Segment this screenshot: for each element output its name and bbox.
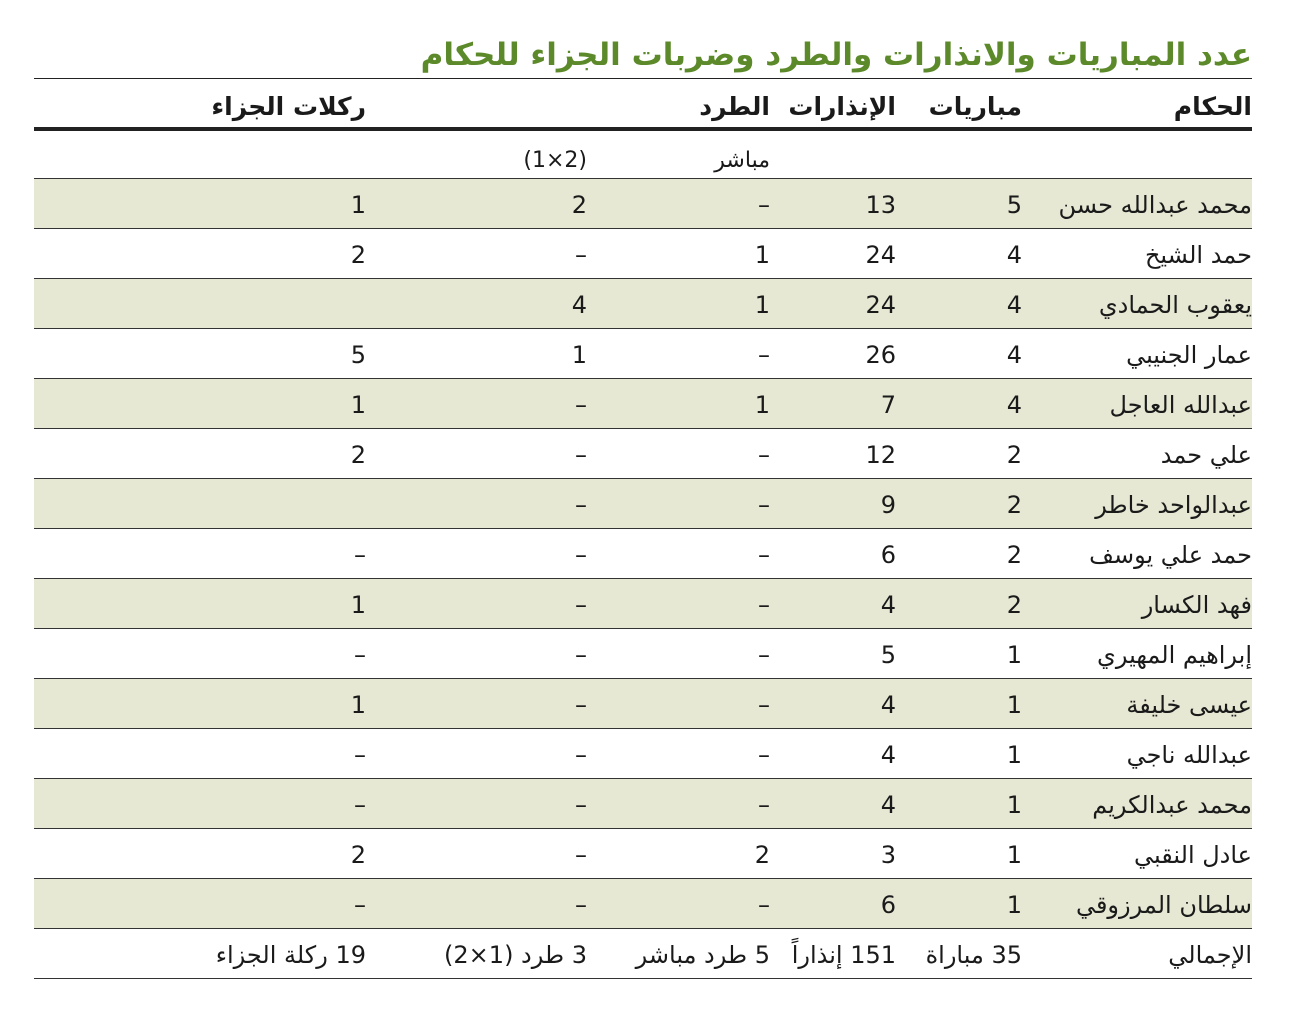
double-red-cell: 1 bbox=[571, 341, 587, 369]
title-divider bbox=[34, 78, 1252, 79]
totals-warnings: 151 إنذاراً bbox=[791, 941, 896, 969]
matches-cell: 4 bbox=[1006, 291, 1022, 319]
warnings-cell: 24 bbox=[865, 291, 896, 319]
table-row bbox=[34, 779, 1252, 829]
double-red-cell: – bbox=[575, 891, 587, 919]
totals-label: الإجمالي bbox=[1168, 941, 1252, 969]
double-red-cell: – bbox=[575, 491, 587, 519]
totals-direct: 5 طرد مباشر bbox=[635, 941, 770, 969]
matches-cell: 4 bbox=[1006, 391, 1022, 419]
table-row bbox=[34, 379, 1252, 429]
penalties-cell: 1 bbox=[350, 191, 366, 219]
header-penalties: ركلات الجزاء bbox=[211, 92, 366, 121]
matches-cell: 1 bbox=[1006, 791, 1022, 819]
referee-name: عبدالله العاجل bbox=[1109, 391, 1252, 419]
warnings-cell: 7 bbox=[880, 391, 896, 419]
header-red: الطرد bbox=[699, 92, 770, 121]
penalties-cell: 2 bbox=[350, 841, 366, 869]
referee-name: علي حمد bbox=[1160, 441, 1252, 469]
matches-cell: 2 bbox=[1006, 441, 1022, 469]
direct-red-cell: – bbox=[758, 191, 770, 219]
matches-cell: 2 bbox=[1006, 491, 1022, 519]
double-red-cell: – bbox=[575, 741, 587, 769]
referee-name: إبراهيم المهيري bbox=[1097, 641, 1252, 669]
matches-cell: 5 bbox=[1006, 191, 1022, 219]
warnings-cell: 6 bbox=[880, 891, 896, 919]
warnings-cell: 4 bbox=[880, 741, 896, 769]
header-row bbox=[34, 82, 1252, 126]
table-row bbox=[34, 479, 1252, 529]
penalties-cell: – bbox=[354, 541, 366, 569]
matches-cell: 2 bbox=[1006, 541, 1022, 569]
warnings-cell: 24 bbox=[865, 241, 896, 269]
warnings-cell: 4 bbox=[880, 591, 896, 619]
table-row bbox=[34, 729, 1252, 779]
direct-red-cell: – bbox=[758, 541, 770, 569]
penalties-cell: 5 bbox=[350, 341, 366, 369]
penalties-cell: – bbox=[354, 741, 366, 769]
direct-red-cell: – bbox=[758, 591, 770, 619]
warnings-cell: 5 bbox=[880, 641, 896, 669]
double-red-cell: – bbox=[575, 841, 587, 869]
double-red-cell: – bbox=[575, 441, 587, 469]
referee-name: يعقوب الحمادي bbox=[1098, 291, 1252, 319]
header-referee: الحكام bbox=[1173, 92, 1252, 121]
table-row bbox=[34, 579, 1252, 629]
table-row bbox=[34, 229, 1252, 279]
matches-cell: 4 bbox=[1006, 241, 1022, 269]
direct-red-cell: 1 bbox=[754, 291, 770, 319]
table-row bbox=[34, 179, 1252, 229]
warnings-cell: 3 bbox=[880, 841, 896, 869]
referee-name: محمد عبدالكريم bbox=[1092, 791, 1252, 819]
totals-double: 3 طرد (1×2) bbox=[444, 941, 587, 969]
table-row bbox=[34, 679, 1252, 729]
referee-name: عيسى خليفة bbox=[1126, 691, 1252, 719]
double-red-cell: – bbox=[575, 591, 587, 619]
referee-name: سلطان المرزوقي bbox=[1075, 891, 1252, 919]
header-matches: مباريات bbox=[928, 92, 1022, 121]
warnings-cell: 13 bbox=[865, 191, 896, 219]
double-red-cell: – bbox=[575, 541, 587, 569]
double-red-cell: – bbox=[575, 241, 587, 269]
penalties-cell: – bbox=[354, 891, 366, 919]
direct-red-cell: – bbox=[758, 741, 770, 769]
matches-cell: 1 bbox=[1006, 891, 1022, 919]
referee-name: فهد الكسار bbox=[1141, 591, 1252, 619]
table-row bbox=[34, 829, 1252, 879]
direct-red-cell: – bbox=[758, 641, 770, 669]
warnings-cell: 6 bbox=[880, 541, 896, 569]
matches-cell: 2 bbox=[1006, 591, 1022, 619]
referee-name: حمد الشيخ bbox=[1144, 241, 1252, 269]
totals-penalties: 19 ركلة الجزاء bbox=[215, 941, 366, 969]
subheader-row bbox=[34, 131, 1252, 179]
matches-cell: 1 bbox=[1006, 641, 1022, 669]
direct-red-cell: – bbox=[758, 691, 770, 719]
penalties-cell: 2 bbox=[350, 441, 366, 469]
direct-red-cell: – bbox=[758, 791, 770, 819]
referee-name: عادل النقبي bbox=[1134, 841, 1252, 869]
referee-name: عبدالواحد خاطر bbox=[1095, 491, 1252, 519]
subheader-direct: مباشر bbox=[714, 148, 770, 173]
table-row bbox=[34, 879, 1252, 929]
double-red-cell: – bbox=[575, 391, 587, 419]
direct-red-cell: – bbox=[758, 341, 770, 369]
warnings-cell: 4 bbox=[880, 691, 896, 719]
penalties-cell: 1 bbox=[350, 591, 366, 619]
referee-name: عبدالله ناجي bbox=[1126, 741, 1252, 769]
matches-cell: 4 bbox=[1006, 341, 1022, 369]
matches-cell: 1 bbox=[1006, 691, 1022, 719]
totals-matches: 35 مباراة bbox=[925, 941, 1022, 969]
double-red-cell: – bbox=[575, 691, 587, 719]
header-warnings: الإنذارات bbox=[788, 92, 896, 121]
table-row bbox=[34, 629, 1252, 679]
direct-red-cell: – bbox=[758, 491, 770, 519]
penalties-cell: – bbox=[354, 641, 366, 669]
table-row bbox=[34, 329, 1252, 379]
penalties-cell: 2 bbox=[350, 241, 366, 269]
double-red-cell: – bbox=[575, 791, 587, 819]
warnings-cell: 4 bbox=[880, 791, 896, 819]
direct-red-cell: 1 bbox=[754, 241, 770, 269]
matches-cell: 1 bbox=[1006, 741, 1022, 769]
table-row bbox=[34, 279, 1252, 329]
totals-row bbox=[34, 929, 1252, 979]
table-row bbox=[34, 429, 1252, 479]
direct-red-cell: – bbox=[758, 891, 770, 919]
direct-red-cell: – bbox=[758, 441, 770, 469]
subheader-double: (2×1) bbox=[523, 148, 587, 173]
double-red-cell: 4 bbox=[571, 291, 587, 319]
penalties-cell: 1 bbox=[350, 691, 366, 719]
direct-red-cell: 2 bbox=[754, 841, 770, 869]
penalties-cell: – bbox=[354, 791, 366, 819]
table-title: عدد المباريات والانذارات والطرد وضربات الجزاء للحكام bbox=[420, 37, 1252, 73]
direct-red-cell: 1 bbox=[754, 391, 770, 419]
matches-cell: 1 bbox=[1006, 841, 1022, 869]
double-red-cell: 2 bbox=[571, 191, 587, 219]
referee-name: محمد عبدالله حسن bbox=[1058, 191, 1252, 219]
table-row bbox=[34, 529, 1252, 579]
penalties-cell: 1 bbox=[350, 391, 366, 419]
referee-name: عمار الجنيبي bbox=[1126, 341, 1252, 369]
warnings-cell: 26 bbox=[865, 341, 896, 369]
referee-name: حمد علي يوسف bbox=[1089, 541, 1252, 569]
warnings-cell: 9 bbox=[880, 491, 896, 519]
warnings-cell: 12 bbox=[865, 441, 896, 469]
double-red-cell: – bbox=[575, 641, 587, 669]
